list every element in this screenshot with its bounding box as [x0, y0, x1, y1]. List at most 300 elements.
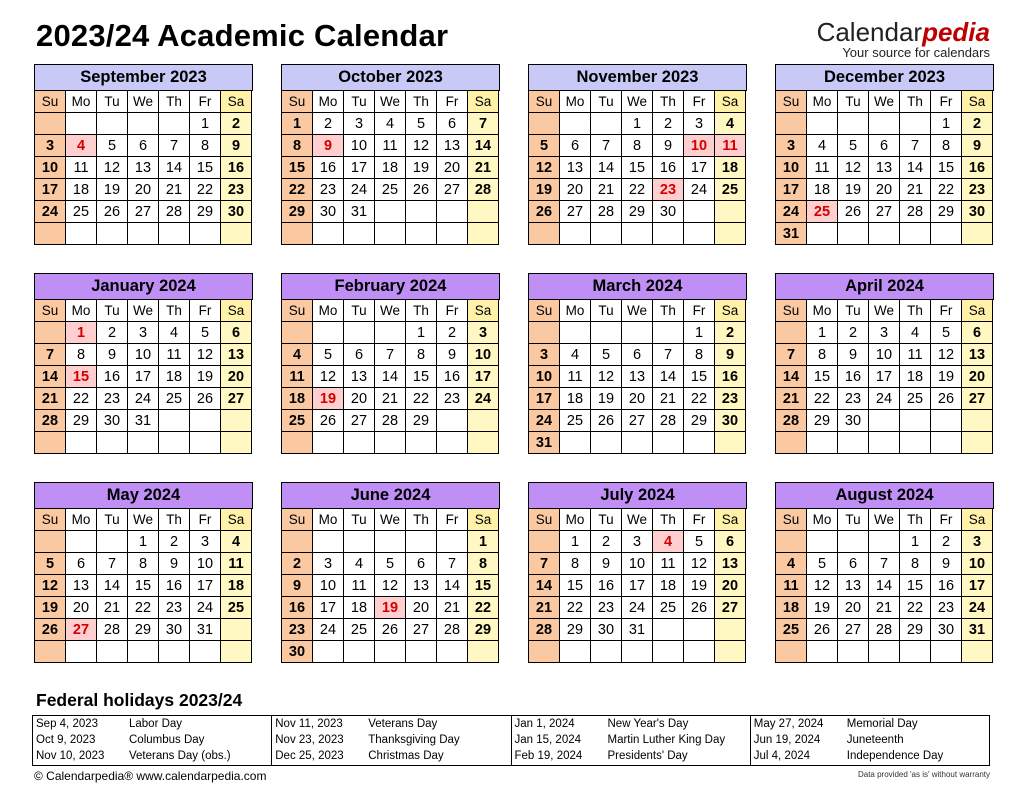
- day-cell[interactable]: 3: [776, 135, 807, 157]
- day-cell[interactable]: 28: [869, 619, 900, 641]
- day-cell[interactable]: 5: [313, 344, 344, 366]
- day-cell[interactable]: 2: [931, 531, 962, 553]
- day-cell[interactable]: 12: [529, 157, 560, 179]
- day-cell[interactable]: 13: [221, 344, 252, 366]
- day-cell[interactable]: 10: [313, 575, 344, 597]
- day-cell[interactable]: 27: [962, 388, 993, 410]
- day-cell[interactable]: 22: [560, 597, 591, 619]
- day-cell[interactable]: 25: [221, 597, 252, 619]
- holiday-day-cell[interactable]: 4: [653, 531, 684, 553]
- day-cell[interactable]: 9: [221, 135, 252, 157]
- day-cell[interactable]: 23: [221, 179, 252, 201]
- day-cell[interactable]: 16: [221, 157, 252, 179]
- day-cell[interactable]: 1: [622, 113, 653, 135]
- day-cell[interactable]: 16: [838, 366, 869, 388]
- day-cell[interactable]: 3: [529, 344, 560, 366]
- day-cell[interactable]: 29: [190, 201, 221, 223]
- day-cell[interactable]: 20: [715, 575, 746, 597]
- day-cell[interactable]: 8: [66, 344, 97, 366]
- day-cell[interactable]: 18: [807, 179, 838, 201]
- day-cell[interactable]: 15: [468, 575, 499, 597]
- day-cell[interactable]: 5: [35, 553, 66, 575]
- day-cell[interactable]: 21: [869, 597, 900, 619]
- day-cell[interactable]: 28: [159, 201, 190, 223]
- day-cell[interactable]: 30: [221, 201, 252, 223]
- holiday-day-cell[interactable]: 19: [313, 388, 344, 410]
- day-cell[interactable]: 10: [776, 157, 807, 179]
- day-cell[interactable]: 27: [344, 410, 375, 432]
- day-cell[interactable]: 18: [900, 366, 931, 388]
- day-cell[interactable]: 24: [962, 597, 993, 619]
- day-cell[interactable]: 24: [776, 201, 807, 223]
- day-cell[interactable]: 19: [406, 157, 437, 179]
- day-cell[interactable]: 31: [529, 432, 560, 454]
- day-cell[interactable]: 31: [344, 201, 375, 223]
- day-cell[interactable]: 13: [869, 157, 900, 179]
- day-cell[interactable]: 30: [931, 619, 962, 641]
- day-cell[interactable]: 26: [375, 619, 406, 641]
- day-cell[interactable]: 20: [560, 179, 591, 201]
- day-cell[interactable]: 27: [128, 201, 159, 223]
- day-cell[interactable]: 10: [962, 553, 993, 575]
- day-cell[interactable]: 13: [838, 575, 869, 597]
- day-cell[interactable]: 12: [35, 575, 66, 597]
- day-cell[interactable]: 12: [807, 575, 838, 597]
- day-cell[interactable]: 8: [900, 553, 931, 575]
- day-cell[interactable]: 29: [468, 619, 499, 641]
- day-cell[interactable]: 9: [97, 344, 128, 366]
- day-cell[interactable]: 25: [375, 179, 406, 201]
- day-cell[interactable]: 9: [282, 575, 313, 597]
- day-cell[interactable]: 15: [128, 575, 159, 597]
- day-cell[interactable]: 13: [406, 575, 437, 597]
- day-cell[interactable]: 17: [776, 179, 807, 201]
- day-cell[interactable]: 1: [128, 531, 159, 553]
- day-cell[interactable]: 2: [282, 553, 313, 575]
- day-cell[interactable]: 21: [591, 179, 622, 201]
- day-cell[interactable]: 16: [282, 597, 313, 619]
- day-cell[interactable]: 28: [375, 410, 406, 432]
- day-cell[interactable]: 28: [97, 619, 128, 641]
- day-cell[interactable]: 16: [437, 366, 468, 388]
- day-cell[interactable]: 27: [560, 201, 591, 223]
- day-cell[interactable]: 25: [66, 201, 97, 223]
- day-cell[interactable]: 20: [869, 179, 900, 201]
- day-cell[interactable]: 23: [159, 597, 190, 619]
- day-cell[interactable]: 4: [900, 322, 931, 344]
- day-cell[interactable]: 5: [591, 344, 622, 366]
- day-cell[interactable]: 11: [807, 157, 838, 179]
- day-cell[interactable]: 3: [869, 322, 900, 344]
- day-cell[interactable]: 8: [684, 344, 715, 366]
- day-cell[interactable]: 5: [807, 553, 838, 575]
- day-cell[interactable]: 17: [128, 366, 159, 388]
- day-cell[interactable]: 1: [282, 113, 313, 135]
- holiday-day-cell[interactable]: 23: [653, 179, 684, 201]
- day-cell[interactable]: 20: [406, 597, 437, 619]
- day-cell[interactable]: 9: [962, 135, 993, 157]
- day-cell[interactable]: 22: [282, 179, 313, 201]
- day-cell[interactable]: 1: [406, 322, 437, 344]
- day-cell[interactable]: 25: [344, 619, 375, 641]
- day-cell[interactable]: 9: [653, 135, 684, 157]
- day-cell[interactable]: 5: [190, 322, 221, 344]
- day-cell[interactable]: 10: [869, 344, 900, 366]
- day-cell[interactable]: 16: [653, 157, 684, 179]
- day-cell[interactable]: 13: [962, 344, 993, 366]
- day-cell[interactable]: 19: [807, 597, 838, 619]
- day-cell[interactable]: 5: [375, 553, 406, 575]
- day-cell[interactable]: 26: [97, 201, 128, 223]
- day-cell[interactable]: 2: [715, 322, 746, 344]
- day-cell[interactable]: 6: [715, 531, 746, 553]
- day-cell[interactable]: 9: [715, 344, 746, 366]
- day-cell[interactable]: 22: [622, 179, 653, 201]
- day-cell[interactable]: 9: [591, 553, 622, 575]
- day-cell[interactable]: 28: [468, 179, 499, 201]
- day-cell[interactable]: 24: [869, 388, 900, 410]
- day-cell[interactable]: 18: [344, 597, 375, 619]
- day-cell[interactable]: 5: [684, 531, 715, 553]
- day-cell[interactable]: 8: [406, 344, 437, 366]
- day-cell[interactable]: 19: [529, 179, 560, 201]
- day-cell[interactable]: 14: [653, 366, 684, 388]
- day-cell[interactable]: 11: [344, 575, 375, 597]
- day-cell[interactable]: 7: [869, 553, 900, 575]
- day-cell[interactable]: 22: [406, 388, 437, 410]
- day-cell[interactable]: 15: [282, 157, 313, 179]
- day-cell[interactable]: 31: [622, 619, 653, 641]
- day-cell[interactable]: 25: [900, 388, 931, 410]
- day-cell[interactable]: 18: [282, 388, 313, 410]
- day-cell[interactable]: 22: [931, 179, 962, 201]
- holiday-day-cell[interactable]: 19: [375, 597, 406, 619]
- day-cell[interactable]: 29: [282, 201, 313, 223]
- day-cell[interactable]: 16: [97, 366, 128, 388]
- day-cell[interactable]: 9: [437, 344, 468, 366]
- day-cell[interactable]: 24: [35, 201, 66, 223]
- day-cell[interactable]: 25: [653, 597, 684, 619]
- day-cell[interactable]: 7: [437, 553, 468, 575]
- day-cell[interactable]: 18: [66, 179, 97, 201]
- day-cell[interactable]: 22: [190, 179, 221, 201]
- day-cell[interactable]: 19: [684, 575, 715, 597]
- day-cell[interactable]: 27: [715, 597, 746, 619]
- day-cell[interactable]: 7: [468, 113, 499, 135]
- day-cell[interactable]: 31: [128, 410, 159, 432]
- day-cell[interactable]: 17: [529, 388, 560, 410]
- day-cell[interactable]: 7: [97, 553, 128, 575]
- day-cell[interactable]: 7: [375, 344, 406, 366]
- day-cell[interactable]: 9: [838, 344, 869, 366]
- day-cell[interactable]: 31: [962, 619, 993, 641]
- day-cell[interactable]: 3: [128, 322, 159, 344]
- day-cell[interactable]: 10: [622, 553, 653, 575]
- day-cell[interactable]: 20: [221, 366, 252, 388]
- day-cell[interactable]: 14: [97, 575, 128, 597]
- day-cell[interactable]: 19: [591, 388, 622, 410]
- day-cell[interactable]: 30: [715, 410, 746, 432]
- day-cell[interactable]: 14: [529, 575, 560, 597]
- day-cell[interactable]: 11: [375, 135, 406, 157]
- day-cell[interactable]: 24: [684, 179, 715, 201]
- day-cell[interactable]: 13: [344, 366, 375, 388]
- day-cell[interactable]: 3: [190, 531, 221, 553]
- day-cell[interactable]: 24: [313, 619, 344, 641]
- day-cell[interactable]: 21: [437, 597, 468, 619]
- day-cell[interactable]: 30: [159, 619, 190, 641]
- day-cell[interactable]: 17: [313, 597, 344, 619]
- day-cell[interactable]: 22: [468, 597, 499, 619]
- day-cell[interactable]: 15: [684, 366, 715, 388]
- day-cell[interactable]: 5: [931, 322, 962, 344]
- day-cell[interactable]: 13: [437, 135, 468, 157]
- day-cell[interactable]: 26: [406, 179, 437, 201]
- day-cell[interactable]: 16: [962, 157, 993, 179]
- day-cell[interactable]: 26: [684, 597, 715, 619]
- day-cell[interactable]: 17: [190, 575, 221, 597]
- day-cell[interactable]: 25: [560, 410, 591, 432]
- day-cell[interactable]: 12: [190, 344, 221, 366]
- day-cell[interactable]: 23: [282, 619, 313, 641]
- day-cell[interactable]: 11: [221, 553, 252, 575]
- day-cell[interactable]: 5: [529, 135, 560, 157]
- day-cell[interactable]: 29: [406, 410, 437, 432]
- holiday-day-cell[interactable]: 11: [715, 135, 746, 157]
- day-cell[interactable]: 6: [344, 344, 375, 366]
- day-cell[interactable]: 21: [159, 179, 190, 201]
- day-cell[interactable]: 20: [838, 597, 869, 619]
- day-cell[interactable]: 10: [35, 157, 66, 179]
- day-cell[interactable]: 14: [869, 575, 900, 597]
- day-cell[interactable]: 23: [715, 388, 746, 410]
- day-cell[interactable]: 28: [529, 619, 560, 641]
- day-cell[interactable]: 17: [468, 366, 499, 388]
- day-cell[interactable]: 29: [931, 201, 962, 223]
- day-cell[interactable]: 3: [684, 113, 715, 135]
- day-cell[interactable]: 8: [282, 135, 313, 157]
- day-cell[interactable]: 6: [869, 135, 900, 157]
- day-cell[interactable]: 29: [622, 201, 653, 223]
- day-cell[interactable]: 8: [190, 135, 221, 157]
- day-cell[interactable]: 1: [931, 113, 962, 135]
- day-cell[interactable]: 27: [622, 410, 653, 432]
- day-cell[interactable]: 25: [715, 179, 746, 201]
- day-cell[interactable]: 8: [560, 553, 591, 575]
- day-cell[interactable]: 2: [962, 113, 993, 135]
- day-cell[interactable]: 6: [406, 553, 437, 575]
- day-cell[interactable]: 25: [159, 388, 190, 410]
- day-cell[interactable]: 14: [900, 157, 931, 179]
- day-cell[interactable]: 1: [900, 531, 931, 553]
- day-cell[interactable]: 24: [344, 179, 375, 201]
- day-cell[interactable]: 3: [962, 531, 993, 553]
- day-cell[interactable]: 1: [807, 322, 838, 344]
- day-cell[interactable]: 21: [35, 388, 66, 410]
- day-cell[interactable]: 18: [715, 157, 746, 179]
- day-cell[interactable]: 17: [35, 179, 66, 201]
- day-cell[interactable]: 17: [622, 575, 653, 597]
- day-cell[interactable]: 10: [344, 135, 375, 157]
- day-cell[interactable]: 5: [97, 135, 128, 157]
- holiday-day-cell[interactable]: 9: [313, 135, 344, 157]
- day-cell[interactable]: 6: [838, 553, 869, 575]
- holiday-day-cell[interactable]: 10: [684, 135, 715, 157]
- day-cell[interactable]: 28: [591, 201, 622, 223]
- day-cell[interactable]: 19: [190, 366, 221, 388]
- day-cell[interactable]: 2: [159, 531, 190, 553]
- day-cell[interactable]: 15: [622, 157, 653, 179]
- day-cell[interactable]: 6: [560, 135, 591, 157]
- day-cell[interactable]: 16: [931, 575, 962, 597]
- day-cell[interactable]: 26: [838, 201, 869, 223]
- day-cell[interactable]: 23: [931, 597, 962, 619]
- day-cell[interactable]: 12: [838, 157, 869, 179]
- day-cell[interactable]: 2: [437, 322, 468, 344]
- day-cell[interactable]: 7: [900, 135, 931, 157]
- day-cell[interactable]: 12: [375, 575, 406, 597]
- day-cell[interactable]: 26: [591, 410, 622, 432]
- day-cell[interactable]: 27: [838, 619, 869, 641]
- day-cell[interactable]: 30: [838, 410, 869, 432]
- day-cell[interactable]: 2: [313, 113, 344, 135]
- day-cell[interactable]: 22: [66, 388, 97, 410]
- day-cell[interactable]: 28: [653, 410, 684, 432]
- day-cell[interactable]: 21: [468, 157, 499, 179]
- day-cell[interactable]: 27: [406, 619, 437, 641]
- day-cell[interactable]: 6: [622, 344, 653, 366]
- day-cell[interactable]: 25: [282, 410, 313, 432]
- day-cell[interactable]: 12: [591, 366, 622, 388]
- day-cell[interactable]: 5: [838, 135, 869, 157]
- day-cell[interactable]: 9: [159, 553, 190, 575]
- day-cell[interactable]: 30: [313, 201, 344, 223]
- day-cell[interactable]: 16: [591, 575, 622, 597]
- day-cell[interactable]: 12: [931, 344, 962, 366]
- day-cell[interactable]: 23: [591, 597, 622, 619]
- day-cell[interactable]: 4: [715, 113, 746, 135]
- day-cell[interactable]: 25: [776, 619, 807, 641]
- day-cell[interactable]: 15: [190, 157, 221, 179]
- day-cell[interactable]: 6: [128, 135, 159, 157]
- day-cell[interactable]: 30: [591, 619, 622, 641]
- day-cell[interactable]: 2: [653, 113, 684, 135]
- holiday-day-cell[interactable]: 15: [66, 366, 97, 388]
- day-cell[interactable]: 15: [900, 575, 931, 597]
- day-cell[interactable]: 31: [190, 619, 221, 641]
- day-cell[interactable]: 12: [406, 135, 437, 157]
- day-cell[interactable]: 13: [66, 575, 97, 597]
- day-cell[interactable]: 8: [807, 344, 838, 366]
- day-cell[interactable]: 12: [97, 157, 128, 179]
- day-cell[interactable]: 8: [468, 553, 499, 575]
- day-cell[interactable]: 29: [66, 410, 97, 432]
- day-cell[interactable]: 24: [529, 410, 560, 432]
- holiday-day-cell[interactable]: 25: [807, 201, 838, 223]
- day-cell[interactable]: 14: [591, 157, 622, 179]
- brand-logo[interactable]: [817, 18, 990, 60]
- day-cell[interactable]: 22: [900, 597, 931, 619]
- day-cell[interactable]: 1: [684, 322, 715, 344]
- day-cell[interactable]: 20: [128, 179, 159, 201]
- day-cell[interactable]: 26: [190, 388, 221, 410]
- day-cell[interactable]: 19: [35, 597, 66, 619]
- day-cell[interactable]: 20: [962, 366, 993, 388]
- day-cell[interactable]: 28: [776, 410, 807, 432]
- day-cell[interactable]: 13: [715, 553, 746, 575]
- day-cell[interactable]: 23: [97, 388, 128, 410]
- day-cell[interactable]: 18: [560, 388, 591, 410]
- day-cell[interactable]: 14: [159, 157, 190, 179]
- day-cell[interactable]: 3: [344, 113, 375, 135]
- day-cell[interactable]: 7: [776, 344, 807, 366]
- day-cell[interactable]: 21: [776, 388, 807, 410]
- day-cell[interactable]: 11: [282, 366, 313, 388]
- day-cell[interactable]: 14: [437, 575, 468, 597]
- day-cell[interactable]: 13: [128, 157, 159, 179]
- day-cell[interactable]: 20: [437, 157, 468, 179]
- day-cell[interactable]: 15: [931, 157, 962, 179]
- day-cell[interactable]: 8: [128, 553, 159, 575]
- day-cell[interactable]: 13: [622, 366, 653, 388]
- day-cell[interactable]: 14: [35, 366, 66, 388]
- day-cell[interactable]: 8: [931, 135, 962, 157]
- day-cell[interactable]: 15: [560, 575, 591, 597]
- day-cell[interactable]: 2: [591, 531, 622, 553]
- day-cell[interactable]: 29: [128, 619, 159, 641]
- day-cell[interactable]: 24: [622, 597, 653, 619]
- holiday-day-cell[interactable]: 27: [66, 619, 97, 641]
- day-cell[interactable]: 4: [221, 531, 252, 553]
- day-cell[interactable]: 30: [282, 641, 313, 663]
- day-cell[interactable]: 26: [529, 201, 560, 223]
- day-cell[interactable]: 17: [962, 575, 993, 597]
- day-cell[interactable]: 28: [35, 410, 66, 432]
- day-cell[interactable]: 4: [375, 113, 406, 135]
- day-cell[interactable]: 4: [776, 553, 807, 575]
- day-cell[interactable]: 16: [313, 157, 344, 179]
- day-cell[interactable]: 7: [653, 344, 684, 366]
- day-cell[interactable]: 4: [560, 344, 591, 366]
- holiday-day-cell[interactable]: 1: [66, 322, 97, 344]
- day-cell[interactable]: 11: [159, 344, 190, 366]
- day-cell[interactable]: 26: [35, 619, 66, 641]
- day-cell[interactable]: 1: [468, 531, 499, 553]
- day-cell[interactable]: 30: [653, 201, 684, 223]
- day-cell[interactable]: 11: [900, 344, 931, 366]
- day-cell[interactable]: 11: [66, 157, 97, 179]
- day-cell[interactable]: 4: [159, 322, 190, 344]
- day-cell[interactable]: 11: [776, 575, 807, 597]
- day-cell[interactable]: 26: [807, 619, 838, 641]
- day-cell[interactable]: 11: [560, 366, 591, 388]
- day-cell[interactable]: 18: [776, 597, 807, 619]
- day-cell[interactable]: 20: [344, 388, 375, 410]
- day-cell[interactable]: 7: [529, 553, 560, 575]
- day-cell[interactable]: 28: [437, 619, 468, 641]
- day-cell[interactable]: 6: [962, 322, 993, 344]
- day-cell[interactable]: 3: [313, 553, 344, 575]
- day-cell[interactable]: 1: [190, 113, 221, 135]
- day-cell[interactable]: 19: [931, 366, 962, 388]
- day-cell[interactable]: 23: [962, 179, 993, 201]
- day-cell[interactable]: 13: [560, 157, 591, 179]
- day-cell[interactable]: 29: [807, 410, 838, 432]
- day-cell[interactable]: 26: [931, 388, 962, 410]
- day-cell[interactable]: 7: [35, 344, 66, 366]
- day-cell[interactable]: 30: [97, 410, 128, 432]
- day-cell[interactable]: 18: [653, 575, 684, 597]
